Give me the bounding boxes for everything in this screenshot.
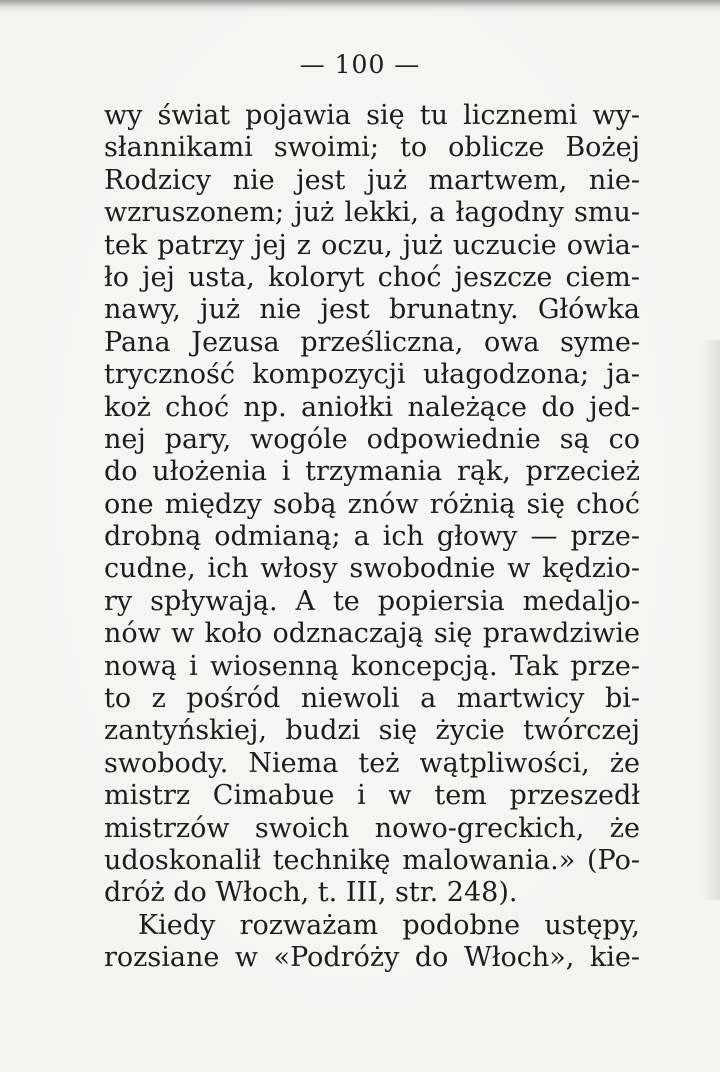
page-number: — 100 — [299, 50, 421, 79]
text-line: koż choć np. aniołki należące do jed- [104, 391, 640, 423]
page-edge-shadow [702, 340, 720, 900]
body-text [104, 100, 640, 975]
text-line: tryczność kompozycji ułagodzona; ja- [104, 359, 640, 391]
paragraph-start-line: Kiedy rozważam podobne ustępy, [138, 909, 640, 941]
text-line: udoskonalił technikę malowania.» (Po- [104, 844, 640, 876]
text-line: wzruszonem; już lekki, a łagodny smu- [104, 197, 640, 229]
text-line: mistrzów swoich nowo-greckich, że [104, 812, 640, 844]
text-line: mistrz Cimabue i w tem przeszedł [104, 780, 640, 812]
text-line: swobody. Niema też wątpliwości, że [104, 747, 640, 779]
text-line: nową i wiosenną koncepcją. Tak prze- [104, 650, 640, 682]
text-line: nej pary, wogóle odpowiednie są co [104, 423, 640, 455]
text-line: drobną odmianą; a ich głowy — prze- [104, 521, 640, 553]
paragraph-end-line: dróż do Włoch, t. III, str. 248). [104, 877, 518, 909]
text-line: nawy, już nie jest brunatny. Główka [104, 294, 640, 326]
text-line: Pana Jezusa prześliczna, owa syme- [104, 326, 640, 358]
text-line: słannikami swoimi; to oblicze Bożej [104, 132, 640, 164]
text-line: one między sobą znów różnią się choć [104, 488, 640, 520]
text-line: nów w koło odznaczają się prawdziwie [104, 618, 640, 650]
page-top-edge [0, 0, 720, 12]
text-line: zantyńskiej, budzi się życie twórczej [104, 715, 640, 747]
text-line: to z pośród niewoli a martwicy bi- [104, 683, 640, 715]
text-line: rozsiane w «Podróży do Włoch», kie- [104, 942, 640, 974]
text-line: cudne, ich włosy swobodnie w kędzio- [104, 553, 640, 585]
text-line: ry spływają. A te popiersia medaljo- [104, 585, 640, 617]
text-line: do ułożenia i trzymania rąk, przecież [104, 456, 640, 488]
text-line: Rodzicy nie jest już martwem, nie- [104, 164, 640, 196]
text-line: tek patrzy jej z oczu, już uczucie owia- [104, 229, 640, 261]
text-line: ło jej usta, koloryt choć jeszcze ciem- [104, 261, 640, 293]
text-line: wy świat pojawia się tu licznemi wy- [104, 100, 640, 131]
